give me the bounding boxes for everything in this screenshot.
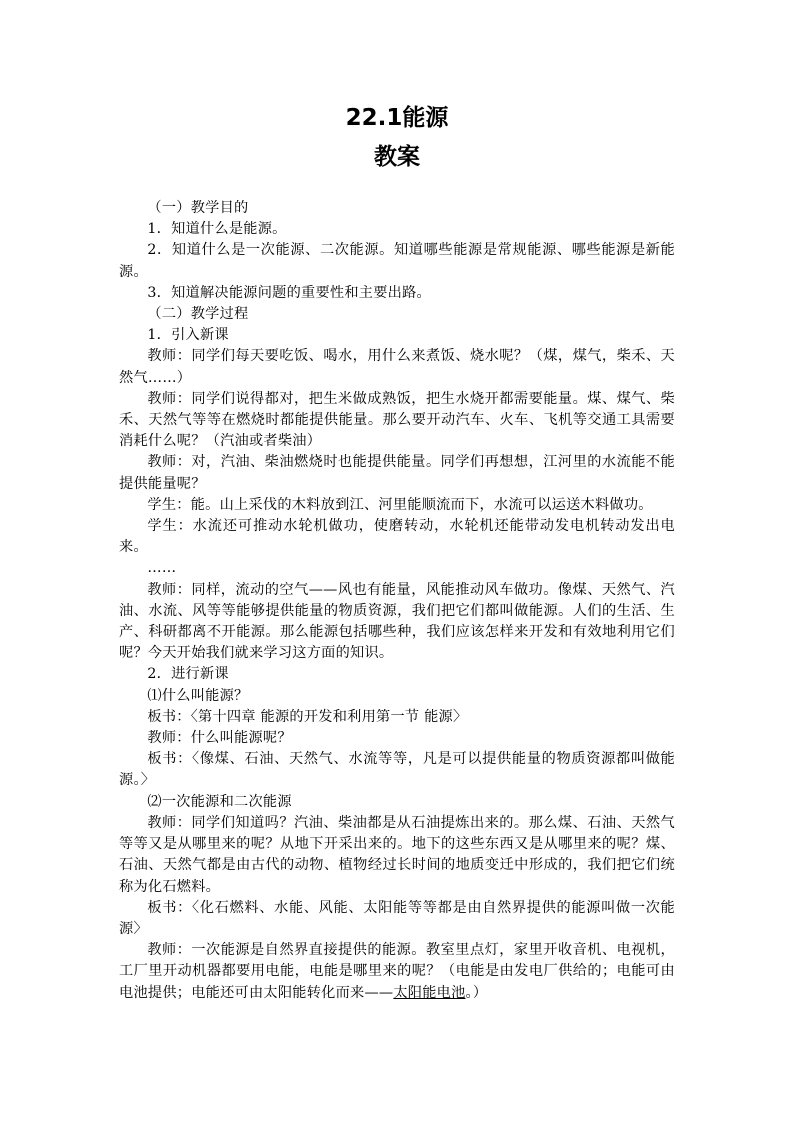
paragraph-tail: 。） xyxy=(465,984,488,1001)
underlined-term: 太阳能电池 xyxy=(393,984,466,1001)
dialogue-paragraph: 学生：能。山上采伐的木料放到江、河里能顺流而下，水流可以运送木料做功。 xyxy=(147,496,653,513)
objective-item: 2．知道什么是一次能源、二次能源。知道哪些能源是常规能源、哪些能源是新能源。 xyxy=(119,242,675,280)
dialogue-paragraph: 教师：什么叫能源呢？ xyxy=(147,730,292,747)
dialogue-paragraph: 教师：同学们知道吗？汽油、柴油都是从石油提炼出来的。那么煤、石油、天然气等等又是从哪里来的呢？从地下开采出来的。地下的这些东西又是从哪里来的呢？煤、石油、天然气都是由古代的动物、植物经过长时间的地质变迁中形成的，我们把它们统称为化石燃料。 xyxy=(119,814,675,895)
dialogue-paragraph: 教师：对，汽油、柴油燃烧时也能提供能量。同学们再想想，江河里的水流能不能提供能量呢？ xyxy=(119,454,675,492)
topic-heading: ⑴什么叫能源？ xyxy=(147,687,249,704)
board-note: 板书：〈第十四章 能源的开发和利用第一节 能源〉 xyxy=(147,708,468,725)
dialogue-paragraph: 教师：同学们说得都对，把生米做成熟饭，把生水烧开都需要能量。煤、煤气、柴禾、天然气等等在燃烧时都能提供能量。那么要开动汽车、火车、飞机等交通工具需要消耗什么呢？（汽油或者柴油） xyxy=(119,390,675,450)
board-note: 板书：〈化石燃料、水能、风能、太阳能等等都是由自然界提供的能源叫做一次能源〉 xyxy=(119,899,675,937)
section-heading-process: （二）教学过程 xyxy=(147,306,249,323)
topic-heading: ⑵一次能源和二次能源 xyxy=(147,793,292,810)
section-heading-objectives: （一）教学目的 xyxy=(147,200,249,216)
objective-item: 3．知道解决能源问题的重要性和主要出路。 xyxy=(147,284,431,301)
document-body xyxy=(119,198,675,1004)
board-note: 板书：〈像煤、石油、天然气、水流等等，凡是可以提供能量的物质资源都叫做能源。〉 xyxy=(119,751,675,789)
dialogue-paragraph: 教师：同样，流动的空气——风也有能量，风能推动风车做功。像煤、天然气、汽油、水流、风等等能够提供能量的物质资源，我们把它们都叫做能源。人们的生活、生产、科研都离不开能源。那么能源包括哪些种，我们应该怎样来开发和有效地利用它们呢？今天开始我们就来学习这方面的知识。 xyxy=(119,581,675,662)
dialogue-paragraph: 教师：同学们每天要吃饭、喝水，用什么来煮饭、烧水呢？（煤，煤气，柴禾、天然气……） xyxy=(119,348,675,386)
document-subtitle: 教案 xyxy=(374,144,420,170)
subsection-heading: 1．引入新课 xyxy=(147,327,229,344)
objective-item: 1．知道什么是能源。 xyxy=(147,221,287,238)
document-title: 22.1能源 xyxy=(345,105,449,131)
ellipsis-line: …… xyxy=(147,560,177,577)
subsection-heading: 2．进行新课 xyxy=(147,666,229,683)
paragraph-text: 教师：一次能源是自然界直接提供的能源。教室里点灯，家里开收音机、电视机，工厂里开动机器都要用电能，电能是哪里来的呢？（电能是由发电厂供给的；电能可由电池提供；电能还可由太阳能转化而来—— xyxy=(119,942,675,1001)
dialogue-paragraph: 学生：水流还可推动水轮机做功，使磨转动，水轮机还能带动发电机转动发出电来。 xyxy=(119,518,675,556)
dialogue-paragraph xyxy=(119,940,675,1004)
